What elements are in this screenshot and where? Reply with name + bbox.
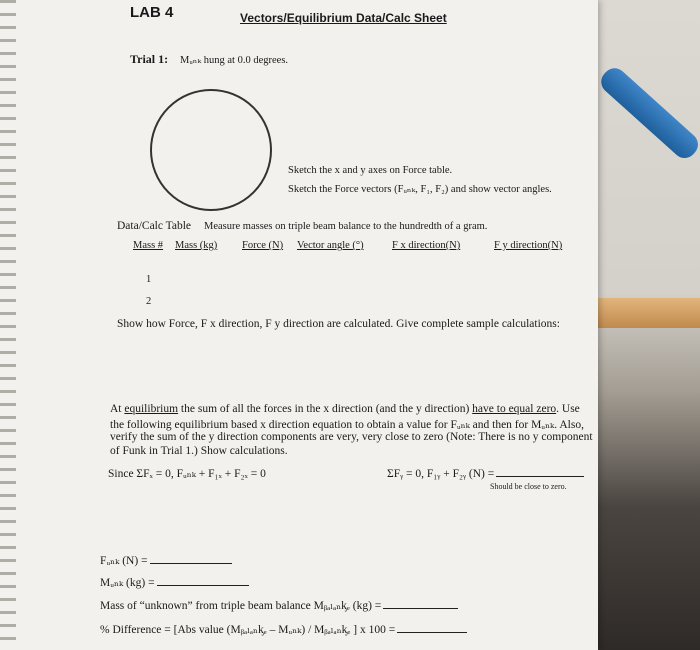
x-equation: Since ΣFₓ = 0, Fᵤₙₖ + F₁ₓ + F₂ₓ = 0	[108, 468, 266, 480]
y-equation-note: Should be close to zero.	[490, 482, 567, 491]
m-unk-result: Mᵤₙₖ (kg) =	[100, 575, 249, 589]
show-how-instruction: Show how Force, F x direction, F y direction are calculated. Give complete sample calculations:	[117, 318, 560, 330]
equilibrium-line-3: verify the sum of the y direction components are very, very close to zero (Note: There is no y component	[110, 431, 593, 443]
equilibrium-line-2: the following equilibrium based x direction equation to obtain a value for Fᵤₙₖ and then for Mᵤₙₖ. Also,	[110, 419, 584, 431]
f-unk-result: Fᵤₙₖ (N) =	[100, 553, 232, 567]
table-row-2: 2	[146, 296, 152, 307]
table-label: Data/Calc Table	[117, 220, 192, 232]
equilibrium-line-4: of Funk in Trial 1.) Show calculations.	[110, 445, 288, 457]
lab-number: LAB 4	[130, 4, 174, 21]
header-fx: F x direction(N)	[392, 240, 461, 251]
y-equation: ΣFᵧ = 0, F₁ᵧ + F₂ᵧ (N) =	[387, 466, 584, 480]
force-table-circle	[150, 89, 272, 211]
header-mass-number: Mass #	[133, 240, 164, 251]
header-vector-angle: Vector angle (°)	[297, 240, 364, 251]
mass-unknown-balance: Mass of “unknown” from triple beam balance Mᵦₐₗₐₙᶄₑ (kg) =	[100, 598, 458, 612]
sketch-instruction-2: Sketch the Force vectors (Fᵤₙₖ, F₁, F₂) and show vector angles.	[288, 184, 552, 195]
equilibrium-line-1: At equilibrium the sum of all the forces in the x direction (and the y direction) have to equal zero. Use	[110, 403, 580, 415]
table-row-1: 1	[146, 274, 152, 285]
page-title: Vectors/Equilibrium Data/Calc Sheet	[240, 11, 447, 25]
trial-label: Trial 1:	[130, 52, 169, 66]
header-force: Force (N)	[242, 240, 284, 251]
sketch-instruction-1: Sketch the x and y axes on Force table.	[288, 165, 453, 176]
header-fy: F y direction(N)	[494, 240, 563, 251]
spiral-binding	[0, 0, 16, 650]
header-mass-kg: Mass (kg)	[175, 240, 218, 251]
percent-difference: % Difference = [Abs value (Mᵦₐₗₐₙᶄₑ – Mᵤₙₖ) / Mᵦₐₗₐₙᶄₑ ] x 100 =	[100, 622, 467, 636]
table-instruction: Measure masses on triple beam balance to the hundredth of a gram.	[204, 221, 488, 232]
trial-text: Mᵤₙₖ hung at 0.0 degrees.	[180, 55, 289, 66]
